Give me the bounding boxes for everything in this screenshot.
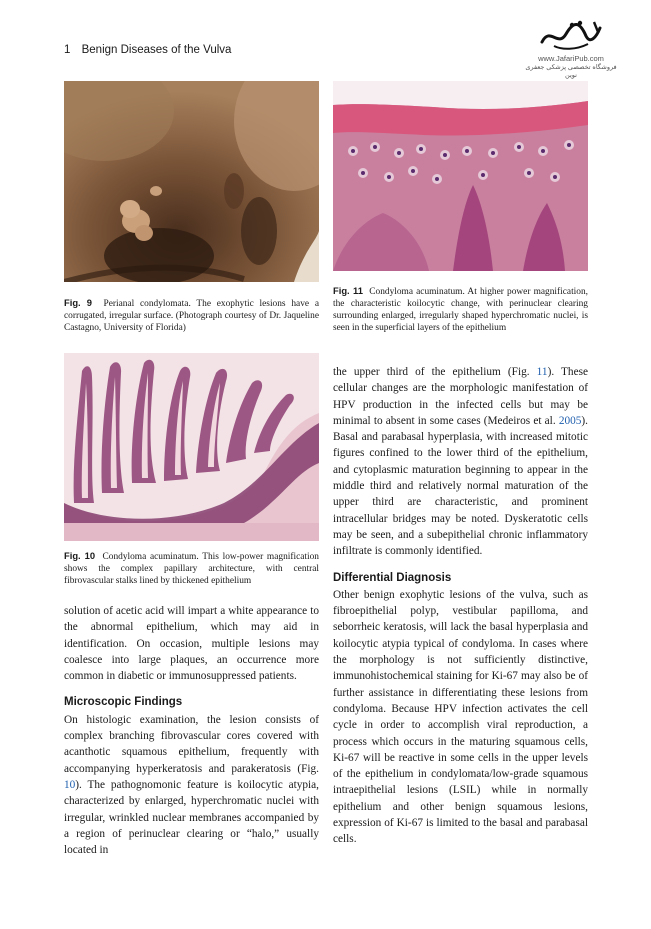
figure-11-micrograph — [333, 81, 588, 271]
continuation-text-part2: ). These cellular changes are the morphologic manifestation of HPV production in the infected cells but may be minimal to absent in some cases (Medeiros et al. — [333, 366, 589, 427]
logo-subtitle: فروشگاه تخصصی پزشکی جعفری نوین — [525, 64, 617, 79]
publisher-logo — [521, 18, 621, 79]
differential-paragraph: Other benign exophytic lesions of the vulva, such as fibroepithelial polyp, vestibular papilloma, and seborrheic keratosis, will lack the basal hyperplasia and koilocytic atypia typical of condyloma. In cases where the morphology is not sufficiently distinctive, immunohistochemical staining for Ki-67 may also be of further assistance in differentiating these lesions from condyloma. Because HPV infection activates the cell cycle in order to accomplish viral reproduction, a process which occurs in the maturing squamous cells, Ki-67 will be reactive in some cells in the upper levels of the epithelium in condylomata/low-grade squamous intraepithelial lesions (LSIL) while in normally epithelium and other benign squamous lesions, expression of Ki-67 is limited to the basal and parabasal cells. — [333, 588, 588, 846]
continuation-text-part3: ). Basal and parabasal hyperplasia, with increased mitotic figures confined to the lower third of the epithelium, and cytoplasmic maturation beginning to appear in the middle third and relatively normal maturation of the upper third are characteristic, and prominent intracellular bridges may be noted. Dyskeratotic cells may be seen, and a subepithelial chronic inflammatory infiltrate is commonly identified. — [333, 414, 588, 558]
running-title: Benign Diseases of the Vulva — [81, 44, 232, 56]
left-text-column — [64, 603, 319, 858]
page-number: 1 — [64, 44, 71, 56]
section-heading-microscopic: Microscopic Findings — [64, 696, 183, 709]
medeiros-citation-link[interactable]: 2005 — [558, 414, 582, 427]
figure-11-label: Fig. 11 — [333, 285, 363, 296]
figure-9-photo — [64, 81, 319, 282]
logo-url: www.JafariPub.com — [538, 54, 604, 63]
figure-10-caption — [64, 550, 319, 587]
figure-9-caption — [64, 297, 319, 334]
microscopic-paragraph — [64, 712, 319, 859]
running-header — [64, 44, 231, 56]
figure-10-micrograph — [64, 353, 319, 541]
figure-10-label: Fig. 10 — [64, 550, 96, 561]
calligraphy-logo-icon — [536, 18, 606, 52]
figure-11-caption-text: Condyloma acuminatum. At higher power magnification, the characteristic koilocytic change, with perinuclear clearing surrounding enlarged, irregularly shaped hyperchromatic nuclei, is seen in the superficial layers of the epithelium — [333, 287, 589, 333]
figure-10-reference-link[interactable]: 10 — [64, 778, 76, 791]
section-heading-differential: Differential Diagnosis — [333, 571, 452, 584]
continuation-paragraph — [333, 364, 588, 560]
intro-paragraph: solution of acetic acid will impart a white appearance to the abnormal epithelium, which may aid in identification. On occasion, multiple lesions may coalesce into large plaques, an occurrence more common in diabetic or immunosuppressed patients. — [64, 605, 319, 683]
microscopic-text-part1: On histologic examination, the lesion consists of complex branching fibrovascular cores covered with acanthotic squamous epithelium, frequently with accompanying hyperkeratosis and parakeratosis (Fig. — [64, 713, 319, 775]
figure-11-reference-link[interactable]: 11 — [536, 366, 548, 378]
figure-11-caption — [333, 285, 588, 334]
right-text-column — [333, 364, 588, 848]
figure-10-caption-text: Condyloma acuminatum. This low-power magnification shows the complex papillary architecture, with central fibrovascular stalks lined by thickened epithelium — [64, 552, 319, 586]
figure-9-caption-text: Perianal condylomata. The exophytic lesions have a corrugated, irregular surface. (Photograph courtesy of Dr. Jaqueline Castagno, University of Florida) — [64, 299, 320, 333]
continuation-text-part1: the upper third of the epithelium (Fig. — [333, 366, 537, 378]
microscopic-text-part2: ). The pathognomonic feature is koilocytic atypia, characterized by enlarged, hyperchromatic nuclei with irregular, wrinkled nuclear membranes accompanied by a region of perinuclear clearing or “halo,” usually located in — [64, 778, 319, 857]
figure-9-label: Fig. 9 — [64, 297, 92, 308]
